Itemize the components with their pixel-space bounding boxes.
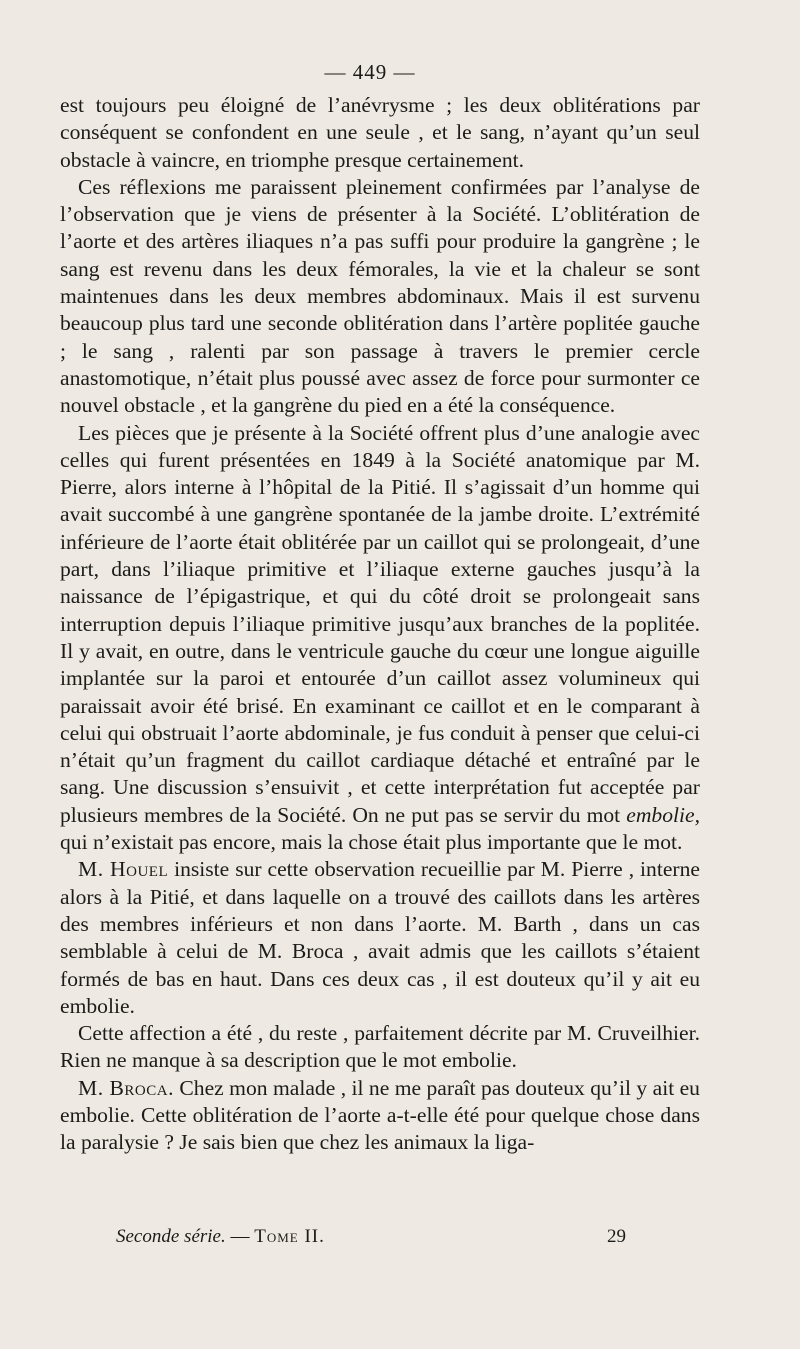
paragraph-houel [60, 856, 700, 1020]
footer-signature: 29 [607, 1226, 626, 1247]
emphasis-embolie: embolie, [626, 802, 700, 827]
paragraph-continuation: est toujours peu éloigné de l’anévrysme ; les deux oblitérations par conséquent se confondent en une seule , et le sang, n’ayant qu’un seul obstacle à vaincre, en triomphe presque certainement. [60, 93, 700, 172]
page-body [60, 92, 700, 1157]
paragraph-broca-text: Chez mon malade , il ne me paraît pas douteux qu’il y ait eu embolie. Cette oblitération de l’aorte a-t-elle été pour quelque chose dans la paralysie ? Je sais bien que chez les animaux la liga- [60, 1075, 700, 1155]
paragraph-cruveilhier: Cette affection a été , du reste , parfaitement décrite par M. Cruveilhier. Rien ne manque à sa description que le mot embolie. [60, 1021, 700, 1073]
footer-series: Seconde série. [116, 1226, 226, 1247]
paragraph-houel-text: insiste sur cette observation recueillie par M. Pierre , interne alors à la Pitié, et dans laquelle on a trouvé des caillots dans les artères des membres inférieurs et non dans l’aorte. M. Barth , dans un cas semblable à celui de M. Broca , avait admis que les caillots s’étaient formés de bas en haut. Dans ces deux cas , il est douteux qu’il y ait eu embolie. [60, 857, 700, 1018]
paragraph-reflexions: Ces réflexions me paraissent pleinement confirmées par l’analyse de l’observation que je viens de présenter à la Société. L’oblitération de l’aorte et des artères iliaques n’a pas suffi pour produire la gangrène ; le sang est revenu dans les deux fémorales, la vie et la chaleur se sont maintenues dans les deux membres abdominaux. Mais il est survenu beaucoup plus tard une seconde oblitération dans l’artère poplitée gauche ; le sang , ralenti par son passage à travers le premier cercle anastomotique, n’était plus poussé avec assez de force pour surmonter ce nouvel obstacle , et la gangrène du pied en a été la conséquence. [60, 174, 700, 418]
footer-separator: — [225, 1226, 255, 1247]
paragraph-pieces [60, 420, 700, 857]
paragraph-pieces-text: Les pièces que je présente à la Société offrent plus d’une analogie avec celles qui furent présentées en 1849 à la Société anatomique par M. Pierre, alors interne à l’hôpital de la Pitié. Il s’agissait d’un homme qui avait succombé à une gangrène spontanée de la jambe droite. L’extrémité inférieure de l’aorte était oblitérée par un caillot qui se prolongeait, d’une part, dans l’iliaque primitive et l’iliaque externe gauches jusqu’à la naissance de l’épigastrique, et qui du côté droit se prolongeait sans interruption depuis l’iliaque primitive jusqu’aux branches de la poplitée. Il y avait, en outre, dans le ventricule gauche du cœur une longue aiguille implantée sur la paroi et entourée d’un caillot assez volumineux qui paraissait avoir été brisé. En examinant ce caillot et en le comparant à celui qui obstruait l’aorte abdominale, je fus conduit à penser que celui-ci n’était qu’un fragment du caillot cardiaque détaché et entraîné par le sang. Une discussion s’ensuivit , et cette interprétation fut acceptée par plusieurs membres de la Société. On ne put pas se servir du mot [60, 420, 700, 827]
page-number: — 449 — [324, 60, 416, 84]
footer-tome: Tome II. [254, 1226, 325, 1247]
speaker-houel: M. Houel [78, 857, 169, 882]
page-footer [116, 1226, 636, 1248]
paragraph-pieces-end: qui n’existait pas encore, mais la chose était plus importante que le mot. [60, 830, 683, 855]
speaker-broca: M. Broca. [78, 1075, 174, 1100]
paragraph-broca [60, 1075, 700, 1157]
